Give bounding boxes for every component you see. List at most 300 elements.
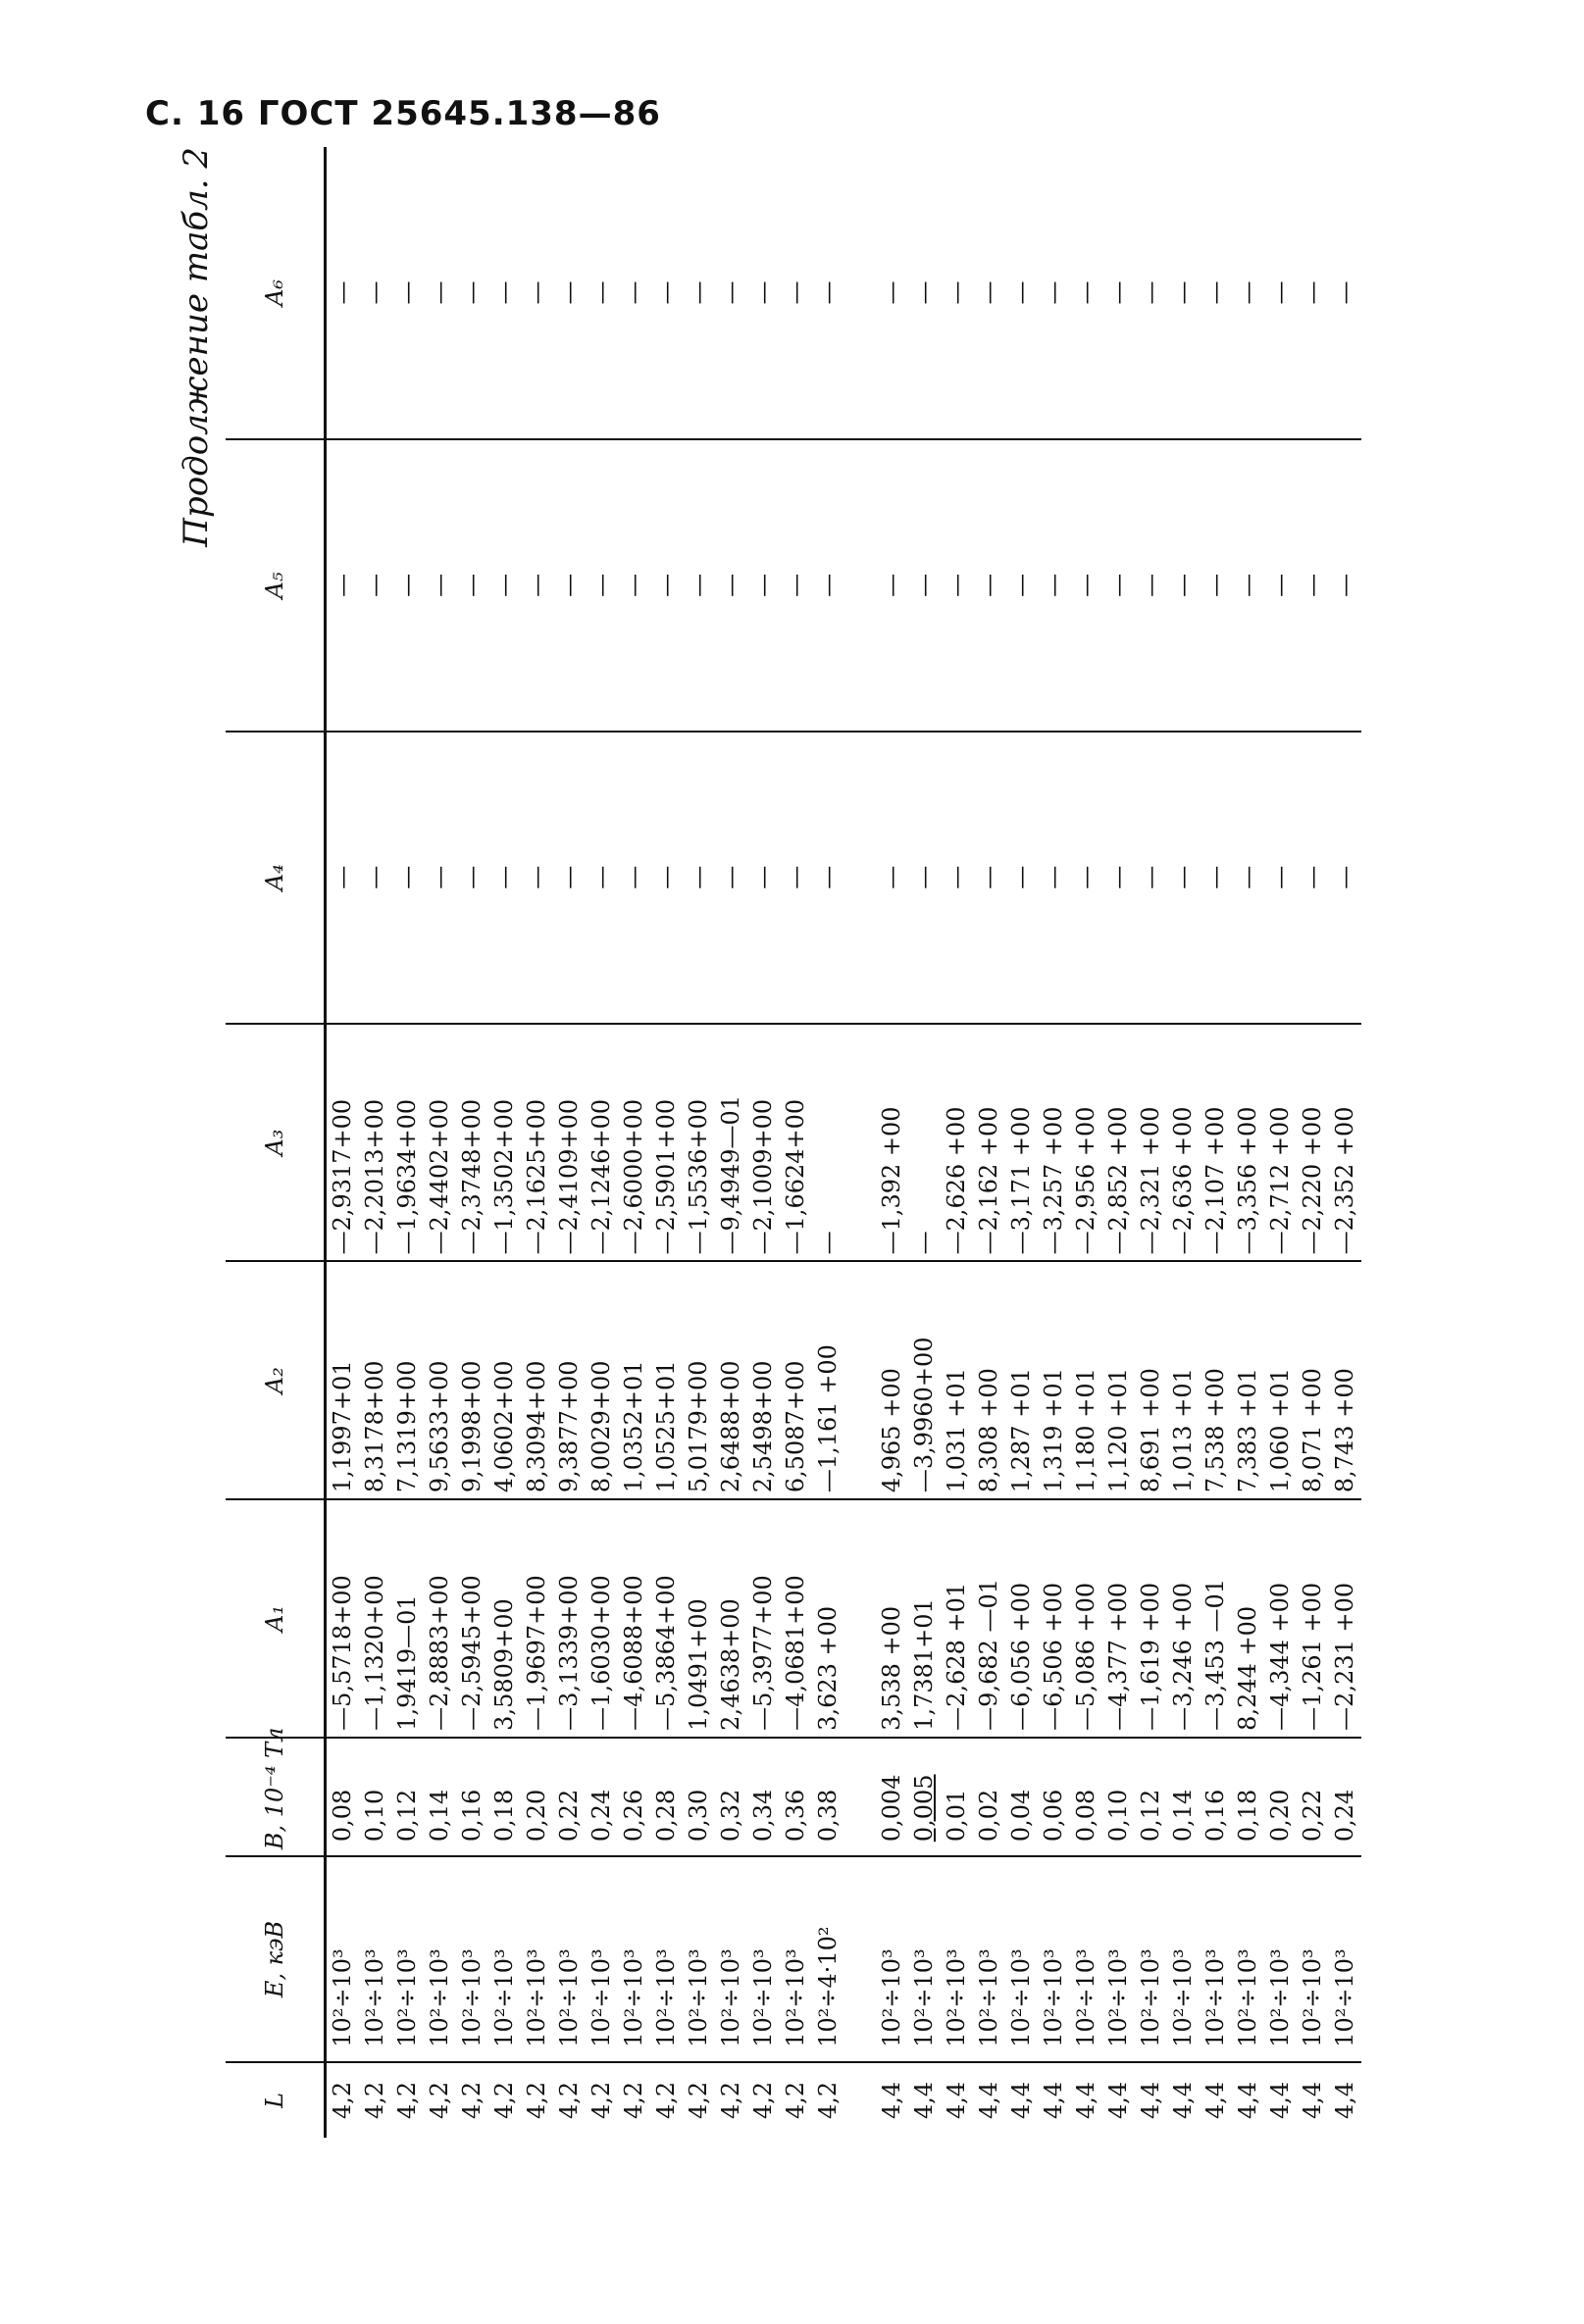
cell-e: 10²÷10³: [1070, 1856, 1102, 2062]
cell-l: 4,2: [620, 2081, 647, 2119]
cell-a3: —2,4109+00: [553, 1024, 586, 1262]
cell-a4: —: [586, 732, 618, 1024]
cell-a4: —: [359, 732, 391, 1024]
cell-a3: —1,3502+00: [488, 1024, 521, 1262]
cell-b: 0,24: [586, 1738, 618, 1856]
table-body: [326, 147, 1362, 2138]
cell-a5: —: [780, 439, 812, 732]
cell-a6: —: [424, 147, 456, 439]
header-l: L: [226, 2062, 326, 2138]
cell-a5: —: [1167, 439, 1200, 732]
cell-a3: —2,626 +00: [941, 1024, 973, 1262]
cell-a6: —: [941, 147, 973, 439]
cell-b: 0,14: [424, 1738, 456, 1856]
cell-a2: 6,5087+00: [780, 1261, 812, 1499]
cell-l: 4,4: [1331, 2081, 1358, 2119]
cell-a6: —: [973, 147, 1005, 439]
cell-a4: —: [747, 732, 780, 1024]
table-row: [973, 147, 1005, 2138]
cell-a1: 8,244 +00: [1232, 1499, 1264, 1738]
table-row: [1329, 147, 1361, 2138]
cell-a1: —2,5945+00: [456, 1499, 488, 1738]
cell-a4: —: [488, 732, 521, 1024]
cell-a6: —: [747, 147, 780, 439]
cell-a6: —: [1167, 147, 1200, 439]
cell-e: 10²÷10³: [586, 1856, 618, 2062]
separator-cell: [844, 2062, 876, 2138]
cell-l: 4,2: [393, 2081, 421, 2119]
cell-a5: —: [456, 439, 488, 732]
cell-e: 10²÷10³: [1264, 1856, 1297, 2062]
cell-b: 0,10: [1102, 1738, 1135, 1856]
cell-a2: 7,538 +00: [1200, 1261, 1232, 1499]
cell-a2: 1,319 +01: [1038, 1261, 1070, 1499]
cell-a3: —3,257 +00: [1038, 1024, 1070, 1262]
table-row: [391, 147, 424, 2138]
cell-l: 4,2: [685, 2081, 712, 2119]
cell-a6: —: [1038, 147, 1070, 439]
cell-a4: —: [812, 732, 844, 1024]
header-a2: A₂: [226, 1261, 326, 1499]
table-row: [908, 147, 941, 2138]
cell-e: 10²÷10³: [908, 1856, 941, 2062]
cell-e: 10²÷10³: [618, 1856, 650, 2062]
table-row: [812, 147, 844, 2138]
cell-a3: —3,356 +00: [1232, 1024, 1264, 1262]
cell-a4: —: [1329, 732, 1361, 1024]
cell-a3: —: [812, 1024, 844, 1262]
cell-a4: —: [876, 732, 908, 1024]
table-row: [586, 147, 618, 2138]
page-header: С. 16 ГОСТ 25645.138—86: [145, 94, 661, 133]
table-row: [1038, 147, 1070, 2138]
cell-l: 4,4: [1299, 2081, 1326, 2119]
cell-a3: —2,2013+00: [359, 1024, 391, 1262]
cell-a1: —4,6088+00: [618, 1499, 650, 1738]
table-row: [359, 147, 391, 2138]
cell-b: 0,30: [683, 1738, 715, 1856]
cell-b: 0,02: [973, 1738, 1005, 1856]
cell-l: 4,4: [1104, 2081, 1132, 2119]
table-row: [488, 147, 521, 2138]
cell-e: 10²÷10³: [941, 1856, 973, 2062]
cell-a2: 1,180 +01: [1070, 1261, 1102, 1499]
cell-a5: —: [1070, 439, 1102, 732]
cell-a4: —: [424, 732, 456, 1024]
table-header-row: [226, 147, 326, 2138]
table-row: [747, 147, 780, 2138]
separator-cell: [844, 1499, 876, 1738]
cell-a5: —: [359, 439, 391, 732]
cell-a3: —9,4949—01: [715, 1024, 747, 1262]
cell-a4: —: [1038, 732, 1070, 1024]
table-row: [553, 147, 586, 2138]
cell-e: 10²÷10³: [424, 1856, 456, 2062]
cell-a4: —: [326, 732, 360, 1024]
cell-a3: —2,352 +00: [1329, 1024, 1361, 1262]
cell-a2: 8,0029+00: [586, 1261, 618, 1499]
cell-b: 0,34: [747, 1738, 780, 1856]
cell-a6: —: [586, 147, 618, 439]
cell-a5: —: [1005, 439, 1038, 732]
cell-b: 0,06: [1038, 1738, 1070, 1856]
cell-e: 10²÷10³: [521, 1856, 553, 2062]
cell-l: 4,4: [878, 2081, 905, 2119]
cell-a5: —: [326, 439, 360, 732]
table-row: [1070, 147, 1102, 2138]
cell-l: 4,2: [814, 2081, 842, 2119]
cell-a6: —: [1264, 147, 1297, 439]
cell-a2: 1,031 +01: [941, 1261, 973, 1499]
cell-a4: —: [780, 732, 812, 1024]
cell-a4: —: [683, 732, 715, 1024]
cell-a2: 7,383 +01: [1232, 1261, 1264, 1499]
cell-e: 10²÷10³: [1102, 1856, 1135, 2062]
group-separator: [844, 147, 876, 2138]
cell-a3: —2,1009+00: [747, 1024, 780, 1262]
cell-a2: 1,0525+01: [650, 1261, 683, 1499]
cell-a1: 1,7381+01: [908, 1499, 941, 1738]
cell-a5: —: [424, 439, 456, 732]
cell-e: 10²÷10³: [1135, 1856, 1167, 2062]
rotated-table-container: [177, 147, 1491, 2138]
cell-b: 0,26: [618, 1738, 650, 1856]
cell-l: 4,2: [652, 2081, 680, 2119]
cell-a3: —2,712 +00: [1264, 1024, 1297, 1262]
cell-a5: —: [391, 439, 424, 732]
cell-a1: —5,3864+00: [650, 1499, 683, 1738]
cell-a3: —2,6000+00: [618, 1024, 650, 1262]
cell-b: 0,18: [488, 1738, 521, 1856]
cell-a6: —: [1135, 147, 1167, 439]
cell-a1: —5,086 +00: [1070, 1499, 1102, 1738]
cell-a1: 1,0491+00: [683, 1499, 715, 1738]
cell-a5: —: [586, 439, 618, 732]
separator-cell: [844, 1024, 876, 1262]
cell-e: 10²÷10³: [1038, 1856, 1070, 2062]
table-row: [941, 147, 973, 2138]
cell-a2: 2,6488+00: [715, 1261, 747, 1499]
cell-a1: —2,628 +01: [941, 1499, 973, 1738]
cell-a2: 1,287 +01: [1005, 1261, 1038, 1499]
cell-a5: —: [1200, 439, 1232, 732]
cell-e: 10²÷10³: [973, 1856, 1005, 2062]
table-row: [326, 147, 360, 2138]
cell-a6: —: [391, 147, 424, 439]
cell-b: 0,12: [1135, 1738, 1167, 1856]
cell-a4: —: [1200, 732, 1232, 1024]
cell-a5: —: [715, 439, 747, 732]
table-row: [618, 147, 650, 2138]
cell-a2: 4,965 +00: [876, 1261, 908, 1499]
cell-b: 0,16: [456, 1738, 488, 1856]
cell-a2: 8,308 +00: [973, 1261, 1005, 1499]
cell-e: 10²÷10³: [650, 1856, 683, 2062]
separator-cell: [844, 147, 876, 439]
cell-e: 10²÷10³: [1297, 1856, 1329, 2062]
cell-a3: —2,956 +00: [1070, 1024, 1102, 1262]
cell-a1: —6,506 +00: [1038, 1499, 1070, 1738]
cell-a4: —: [1070, 732, 1102, 1024]
cell-a5: —: [1102, 439, 1135, 732]
cell-a5: —: [876, 439, 908, 732]
cell-a2: 1,120 +01: [1102, 1261, 1135, 1499]
cell-a4: —: [1135, 732, 1167, 1024]
cell-a5: —: [1297, 439, 1329, 732]
cell-a2: 7,1319+00: [391, 1261, 424, 1499]
cell-a3: —: [908, 1024, 941, 1262]
table-row: [1135, 147, 1167, 2138]
cell-a5: —: [1329, 439, 1361, 732]
header-a1: A₁: [226, 1499, 326, 1738]
cell-a1: —2,231 +00: [1329, 1499, 1361, 1738]
cell-l: 4,4: [1169, 2081, 1197, 2119]
cell-e: 10²÷10³: [391, 1856, 424, 2062]
cell-a3: —2,1625+00: [521, 1024, 553, 1262]
cell-a4: —: [521, 732, 553, 1024]
cell-e: 10²÷10³: [456, 1856, 488, 2062]
cell-a2: 1,013 +01: [1167, 1261, 1200, 1499]
cell-a2: 1,0352+01: [618, 1261, 650, 1499]
cell-a1: 3,623 +00: [812, 1499, 844, 1738]
cell-a3: —2,9317+00: [326, 1024, 360, 1262]
table-row: [521, 147, 553, 2138]
table-row: [1005, 147, 1038, 2138]
cell-l: 4,4: [1137, 2081, 1164, 2119]
cell-b: 0,28: [650, 1738, 683, 1856]
cell-b: 0,24: [1329, 1738, 1361, 1856]
cell-a2: 5,0179+00: [683, 1261, 715, 1499]
cell-a6: —: [1070, 147, 1102, 439]
cell-l: 4,2: [329, 2081, 356, 2119]
cell-a6: —: [876, 147, 908, 439]
cell-a1: —5,3977+00: [747, 1499, 780, 1738]
cell-a1: —3,1339+00: [553, 1499, 586, 1738]
table-row: [1232, 147, 1264, 2138]
cell-a5: —: [521, 439, 553, 732]
cell-l: 4,4: [1266, 2081, 1294, 2119]
cell-l: 4,4: [1201, 2081, 1229, 2119]
cell-a5: —: [941, 439, 973, 732]
cell-a2: 2,5498+00: [747, 1261, 780, 1499]
cell-a4: —: [650, 732, 683, 1024]
cell-a5: —: [1135, 439, 1167, 732]
cell-a5: —: [973, 439, 1005, 732]
cell-e: 10²÷10³: [488, 1856, 521, 2062]
cell-a5: —: [553, 439, 586, 732]
cell-b: 0,004: [876, 1738, 908, 1856]
cell-l: 4,4: [1072, 2081, 1099, 2119]
cell-a3: —2,3748+00: [456, 1024, 488, 1262]
cell-a4: —: [973, 732, 1005, 1024]
cell-b: 0,04: [1005, 1738, 1038, 1856]
cell-a6: —: [780, 147, 812, 439]
cell-a2: 8,3094+00: [521, 1261, 553, 1499]
cell-e: 10²÷10³: [553, 1856, 586, 2062]
table-caption: Продолжение табл. 2: [177, 147, 216, 547]
cell-a2: 4,0602+00: [488, 1261, 521, 1499]
cell-a2: 1,1997+01: [326, 1261, 360, 1499]
cell-a1: —5,5718+00: [326, 1499, 360, 1738]
cell-a2: 9,3877+00: [553, 1261, 586, 1499]
cell-b: 0,005: [908, 1738, 941, 1856]
cell-a5: —: [1264, 439, 1297, 732]
cell-e: 10²÷10³: [1329, 1856, 1361, 2062]
cell-a6: —: [1329, 147, 1361, 439]
cell-a3: —3,171 +00: [1005, 1024, 1038, 1262]
table-row: [780, 147, 812, 2138]
cell-b: 0,14: [1167, 1738, 1200, 1856]
cell-a4: —: [456, 732, 488, 1024]
cell-l: 4,2: [588, 2081, 615, 2119]
cell-e: 10²÷10³: [747, 1856, 780, 2062]
cell-a4: —: [1264, 732, 1297, 1024]
cell-a6: —: [1232, 147, 1264, 439]
cell-a6: —: [1005, 147, 1038, 439]
cell-a1: 2,4638+00: [715, 1499, 747, 1738]
cell-a6: —: [715, 147, 747, 439]
header-a6: A₆: [226, 147, 326, 439]
cell-a4: —: [1005, 732, 1038, 1024]
cell-a1: —1,1320+00: [359, 1499, 391, 1738]
cell-e: 10²÷10³: [359, 1856, 391, 2062]
cell-l: 4,4: [1234, 2081, 1261, 2119]
cell-l: 4,4: [1007, 2081, 1035, 2119]
cell-l: 4,2: [749, 2081, 777, 2119]
cell-a6: —: [683, 147, 715, 439]
cell-a6: —: [1200, 147, 1232, 439]
cell-b: 0,22: [553, 1738, 586, 1856]
cell-a6: —: [1102, 147, 1135, 439]
cell-a3: —1,392 +00: [876, 1024, 908, 1262]
cell-b: 0,22: [1297, 1738, 1329, 1856]
cell-a4: —: [941, 732, 973, 1024]
cell-a2: 8,691 +00: [1135, 1261, 1167, 1499]
cell-e: 10²÷10³: [876, 1856, 908, 2062]
cell-a2: 9,1998+00: [456, 1261, 488, 1499]
cell-a1: —4,344 +00: [1264, 1499, 1297, 1738]
cell-a3: —2,321 +00: [1135, 1024, 1167, 1262]
cell-a1: —3,453 —01: [1200, 1499, 1232, 1738]
table-row: [456, 147, 488, 2138]
cell-a4: —: [391, 732, 424, 1024]
cell-a3: —2,1246+00: [586, 1024, 618, 1262]
header-a5: A₅: [226, 439, 326, 732]
cell-a1: —4,377 +00: [1102, 1499, 1135, 1738]
cell-l: 4,2: [717, 2081, 744, 2119]
cell-l: 4,2: [458, 2081, 485, 2119]
cell-a3: —2,220 +00: [1297, 1024, 1329, 1262]
cell-a5: —: [1232, 439, 1264, 732]
cell-a4: —: [1232, 732, 1264, 1024]
cell-a5: —: [908, 439, 941, 732]
cell-b: 0,10: [359, 1738, 391, 1856]
cell-a1: —3,246 +00: [1167, 1499, 1200, 1738]
cell-l: 4,2: [490, 2081, 518, 2119]
cell-l: 4,2: [426, 2081, 453, 2119]
cell-a5: —: [683, 439, 715, 732]
cell-a1: —1,6030+00: [586, 1499, 618, 1738]
cell-a6: —: [650, 147, 683, 439]
cell-b: 0,01: [941, 1738, 973, 1856]
cell-a6: —: [326, 147, 360, 439]
separator-cell: [844, 439, 876, 732]
cell-l: 4,4: [975, 2081, 1002, 2119]
cell-a6: —: [553, 147, 586, 439]
cell-a5: —: [650, 439, 683, 732]
cell-b: 0,16: [1200, 1738, 1232, 1856]
cell-a6: —: [1297, 147, 1329, 439]
cell-a1: —1,261 +00: [1297, 1499, 1329, 1738]
separator-cell: [844, 1261, 876, 1499]
cell-a6: —: [456, 147, 488, 439]
cell-a3: —2,4402+00: [424, 1024, 456, 1262]
cell-a5: —: [1038, 439, 1070, 732]
cell-a6: —: [359, 147, 391, 439]
separator-cell: [844, 1738, 876, 1856]
cell-a6: —: [812, 147, 844, 439]
table-row: [1264, 147, 1297, 2138]
cell-a1: 3,538 +00: [876, 1499, 908, 1738]
cell-a5: —: [488, 439, 521, 732]
cell-a4: —: [715, 732, 747, 1024]
cell-a1: —1,9697+00: [521, 1499, 553, 1738]
cell-a6: —: [521, 147, 553, 439]
cell-a3: —2,107 +00: [1200, 1024, 1232, 1262]
header-b: B, 10⁻⁴ Тл: [226, 1738, 326, 1856]
header-a4: A₄: [226, 732, 326, 1024]
table-row: [876, 147, 908, 2138]
cell-a4: —: [908, 732, 941, 1024]
cell-a3: —2,852 +00: [1102, 1024, 1135, 1262]
cell-l: 4,2: [523, 2081, 550, 2119]
cell-a2: —1,161 +00: [812, 1261, 844, 1499]
data-table: [226, 147, 1361, 2138]
cell-l: 4,2: [782, 2081, 809, 2119]
cell-a4: —: [1167, 732, 1200, 1024]
cell-a3: —2,636 +00: [1167, 1024, 1200, 1262]
cell-a2: 8,743 +00: [1329, 1261, 1361, 1499]
cell-b: 0,08: [326, 1738, 360, 1856]
separator-cell: [844, 732, 876, 1024]
cell-b: 0,18: [1232, 1738, 1264, 1856]
cell-b: 0,20: [1264, 1738, 1297, 1856]
separator-cell: [844, 1856, 876, 2062]
cell-l: 4,4: [910, 2081, 938, 2119]
cell-a4: —: [1102, 732, 1135, 1024]
cell-b: 0,08: [1070, 1738, 1102, 1856]
table-row: [1297, 147, 1329, 2138]
cell-a6: —: [488, 147, 521, 439]
cell-e: 10²÷4·10²: [812, 1856, 844, 2062]
cell-e: 10²÷10³: [780, 1856, 812, 2062]
table-row: [1200, 147, 1232, 2138]
cell-a6: —: [908, 147, 941, 439]
table-row: [683, 147, 715, 2138]
table-row: [715, 147, 747, 2138]
cell-a3: —2,162 +00: [973, 1024, 1005, 1262]
cell-b: 0,12: [391, 1738, 424, 1856]
cell-l: 4,4: [943, 2081, 970, 2119]
cell-a3: —1,5536+00: [683, 1024, 715, 1262]
cell-a6: —: [618, 147, 650, 439]
cell-a1: —4,0681+00: [780, 1499, 812, 1738]
cell-b: 0,20: [521, 1738, 553, 1856]
cell-a3: —1,6624+00: [780, 1024, 812, 1262]
table-row: [650, 147, 683, 2138]
cell-b: 0,32: [715, 1738, 747, 1856]
cell-e: 10²÷10³: [1167, 1856, 1200, 2062]
